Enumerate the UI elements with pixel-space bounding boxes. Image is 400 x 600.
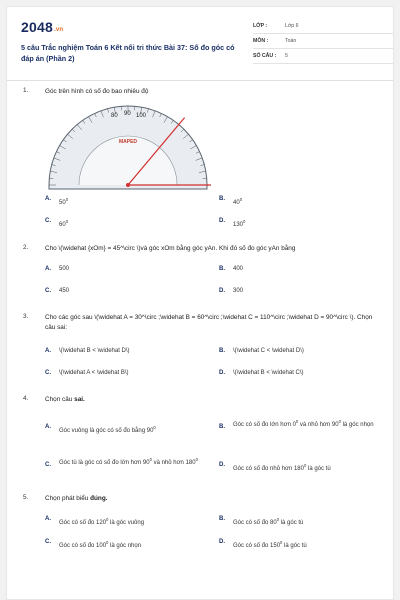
option-text <box>233 515 383 528</box>
option-text: 450 <box>59 288 70 294</box>
degree-sup: 0 <box>195 457 198 462</box>
option-text-part: Góc có số đo 100 <box>59 543 107 549</box>
option-text <box>59 195 209 208</box>
logo-text: 2048 <box>21 19 53 35</box>
option-value: 40 <box>233 200 240 206</box>
option-text-part: và nhỏ hơn 180 <box>151 460 196 466</box>
option-letter: C. <box>45 462 51 468</box>
option-text: 300 <box>233 288 244 294</box>
option-text <box>233 217 383 230</box>
question-text: Cho các góc sau \(\widehat A = 30^\circ ;\widehat B = 60^\circ ;\widehat C = 110^\circ ;\widehat D = 90^\circ \). Chọn câu sai: <box>45 314 373 331</box>
option-text-part: Góc có số đo 150 <box>233 543 281 549</box>
option-text-part: Góc tù là góc có số đo lớn hơn 90 <box>59 460 150 466</box>
degree-sup: 0 <box>153 425 156 430</box>
meta-key: LỚP : <box>253 23 268 29</box>
option-text <box>59 455 209 468</box>
option-letter: A. <box>45 516 51 522</box>
degree-sup: 0 <box>243 219 246 224</box>
option-text <box>59 217 209 230</box>
meta-key: SỐ CÂU : <box>253 53 277 59</box>
option-text-part: là góc tù <box>279 520 304 526</box>
degree-sup: 0 <box>65 219 69 224</box>
option-letter: D. <box>219 462 225 468</box>
angle-vertex <box>126 183 130 187</box>
protractor-number: 100 <box>136 113 147 119</box>
option-text: \(\widehat B < \widehat C\) <box>233 370 304 376</box>
question-text: Góc trên hình có số đo bao nhiêu độ <box>45 88 149 95</box>
protractor-number: 90 <box>124 111 131 117</box>
option-value: 130 <box>233 222 244 228</box>
site-logo[interactable] <box>21 19 63 35</box>
degree-sup: 0 <box>106 540 109 545</box>
option-text <box>233 538 383 551</box>
meta-table <box>253 19 393 64</box>
meta-row-class <box>253 19 393 34</box>
meta-row-subject <box>253 34 393 49</box>
option-text: 400 <box>233 266 244 272</box>
option-letter: A. <box>45 348 51 354</box>
question-number: 1. <box>23 87 29 94</box>
option-letter: D. <box>219 288 225 294</box>
option-letter: D. <box>219 539 225 545</box>
option-value: 50 <box>59 200 66 206</box>
option-text <box>59 538 209 551</box>
option-text-part: Góc vuông là góc có số đo bằng 90 <box>59 428 154 434</box>
meta-value: Toán <box>285 38 297 44</box>
option-text: \(\widehat B < \widehat D\) <box>59 348 130 354</box>
question-prefix: Chọn phát biểu <box>45 495 91 502</box>
question-3 <box>23 313 379 335</box>
option-letter: B. <box>219 424 225 430</box>
question-number: 2. <box>23 244 29 251</box>
degree-sup: 0 <box>239 197 243 202</box>
option-value: 60 <box>59 222 66 228</box>
option-text-part: là góc tù <box>282 543 307 549</box>
option-text-part: Góc có số đo lớn hơn 0 <box>233 422 296 428</box>
option-text <box>233 461 383 474</box>
question-text: Cho \(\widehat {xOm} = 45^\circ \)và góc xOm bằng góc yAn. Khi đó số đo góc yAn bằng <box>45 245 296 252</box>
option-letter: C. <box>45 218 51 224</box>
option-text: 500 <box>59 266 70 272</box>
option-text-part: và nhỏ hơn 90 <box>298 422 339 428</box>
question-2 <box>23 244 379 258</box>
question-text <box>45 395 375 405</box>
degree-sup: 0 <box>106 517 109 522</box>
option-text-part: là góc vuông <box>108 520 145 526</box>
degree-sup: 0 <box>65 197 69 202</box>
option-letter: C. <box>45 370 51 376</box>
option-text-part: là góc nhọn <box>340 422 374 428</box>
degree-sup: 0 <box>280 540 283 545</box>
option-text-part: là góc tù <box>306 466 331 472</box>
degree-sup: 0 <box>295 419 299 424</box>
degree-sup: 0 <box>303 463 307 468</box>
degree-sup: 0 <box>338 419 341 424</box>
option-letter: A. <box>45 266 51 272</box>
option-text <box>233 195 383 208</box>
logo-tld: .vn <box>53 27 64 33</box>
question-prefix: Chọn câu <box>45 396 75 403</box>
page-header <box>21 17 381 79</box>
question-text <box>45 494 375 504</box>
option-text <box>59 515 209 528</box>
question-emphasis: đúng. <box>90 495 108 502</box>
degree-sup: 0 <box>276 517 280 522</box>
header-divider <box>7 80 394 81</box>
question-number: 4. <box>23 395 29 402</box>
option-letter: C. <box>45 539 51 545</box>
option-text <box>59 423 209 436</box>
option-letter: B. <box>219 196 225 202</box>
option-letter: C. <box>45 288 51 294</box>
meta-value: 5 <box>285 53 288 59</box>
meta-row-count <box>253 49 393 64</box>
question-5 <box>23 494 379 506</box>
page-title: 5 câu Trắc nghiệm Toán 6 Kết nối tri thức Bài 37: Số đo góc có đáp án (Phần 2) <box>21 43 235 63</box>
option-text-part: là góc nhọn <box>108 543 142 549</box>
option-letter: D. <box>219 218 225 224</box>
question-4 <box>23 395 379 407</box>
option-letter: D. <box>219 370 225 376</box>
protractor-brand: MAPED <box>118 139 138 145</box>
option-letter: B. <box>219 348 225 354</box>
option-text-part: Góc có số đo 120 <box>59 520 107 526</box>
question-number: 3. <box>23 313 29 320</box>
option-text: \(\widehat C < \widehat D\) <box>233 348 304 354</box>
option-text-part: Góc có số đo 80 <box>233 520 277 526</box>
option-letter: B. <box>219 516 225 522</box>
option-text-part: Góc có số đo nhỏ hơn 180 <box>233 466 304 472</box>
option-text: \(\widehat A < \widehat B\) <box>59 370 129 376</box>
option-letter: B. <box>219 266 225 272</box>
option-text <box>233 417 383 430</box>
question-number: 5. <box>23 494 29 501</box>
quiz-page <box>6 6 394 600</box>
option-letter: A. <box>45 424 51 430</box>
meta-value: Lớp 6 <box>285 23 299 29</box>
degree-sup: 0 <box>149 457 152 462</box>
protractor-number: 80 <box>111 113 118 119</box>
meta-key: MÔN : <box>253 38 269 44</box>
protractor-image <box>45 101 211 193</box>
question-emphasis: sai. <box>74 396 85 403</box>
option-letter: A. <box>45 196 51 202</box>
